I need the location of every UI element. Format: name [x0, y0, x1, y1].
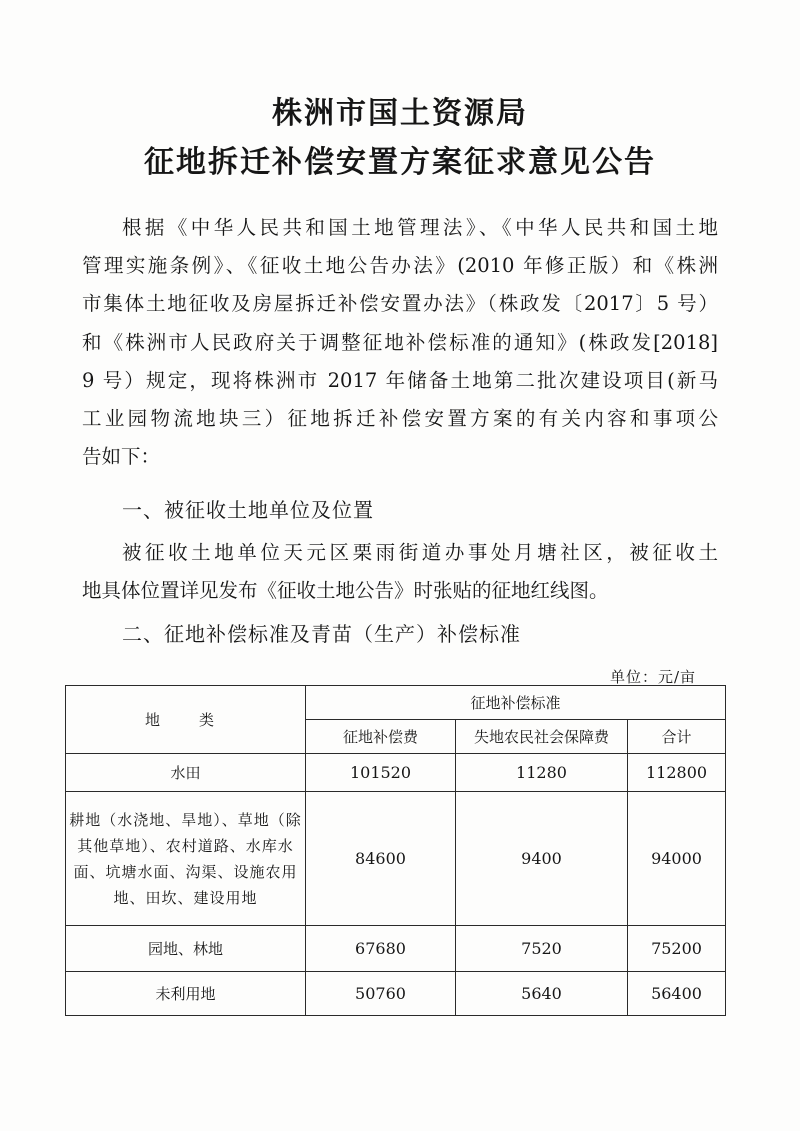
- intro-line: 和《株洲市人民政府关于调整征地补偿标准的通知》(株政发[2018]: [82, 330, 718, 354]
- landtype-cell: 水田: [66, 754, 306, 792]
- table-row: [66, 792, 726, 926]
- intro-line: 工业园物流地块三）征地拆迁补偿安置方案的有关内容和事项公: [82, 406, 718, 430]
- intro-line: 告如下：: [82, 445, 161, 469]
- landtype-cell: 园地、林地: [66, 926, 306, 972]
- section-1-heading: 一、被征收土地单位及位置: [122, 498, 374, 522]
- social-security-cell: 5640: [456, 972, 628, 1016]
- table-row: [66, 972, 726, 1016]
- land-compensation-cell: 84600: [306, 792, 456, 926]
- page-title-line-1: 株洲市国土资源局: [272, 96, 528, 131]
- social-security-cell: 7520: [456, 926, 628, 972]
- intro-line: 根据《中华人民共和国土地管理法》、《中华人民共和国土地: [122, 216, 718, 239]
- total-cell: 56400: [628, 972, 726, 1016]
- landtype-line: 面、坑塘水面、沟渠、设施农用: [73, 862, 298, 881]
- section-2-heading: 二、征地补偿标准及青苗（生产）补偿标准: [122, 622, 521, 646]
- compensation-table: [65, 685, 726, 1016]
- land-compensation-cell: 50760: [306, 972, 456, 1016]
- header-landtype: 地 类: [66, 686, 306, 754]
- page-title-line-2: 征地拆迁补偿安置方案征求意见公告: [144, 145, 656, 180]
- landtype-line: 其他草地）、农村道路、水库水: [77, 836, 294, 855]
- unit-label: 单位：元/亩: [610, 668, 697, 686]
- header-compensation-standard: 征地补偿标准: [306, 686, 726, 720]
- social-security-cell: 11280: [456, 754, 628, 792]
- land-compensation-cell: 101520: [306, 754, 456, 792]
- total-cell: 112800: [628, 754, 726, 792]
- intro-line: 市集体土地征收及房屋拆迁补偿安置办法》（株政发〔2017〕5 号）: [82, 292, 718, 316]
- section-1-paragraph: [82, 534, 718, 610]
- table-row: [66, 754, 726, 792]
- header-land-compensation: 征地补偿费: [306, 720, 456, 754]
- landtype-line: 地、田坎、建设用地: [113, 888, 258, 907]
- intro-line: 9 号）规定，现将株洲市 2017 年储备土地第二批次建设项目(新马: [82, 368, 718, 392]
- landtype-cell: 未利用地: [66, 972, 306, 1016]
- landtype-cell: [66, 792, 306, 926]
- intro-paragraph: [82, 209, 718, 476]
- land-compensation-cell: 67680: [306, 926, 456, 972]
- intro-line: 管理实施条例》、《征收土地公告办法》(2010 年修正版）和《株洲: [82, 254, 718, 278]
- total-cell: 94000: [628, 792, 726, 926]
- table-header-row: [66, 686, 726, 720]
- section-1-line: 地具体位置详见发布《征收土地公告》时张贴的征地红线图。: [82, 579, 609, 603]
- landtype-line: 耕地（水浇地、旱地）、草地（除: [69, 810, 302, 829]
- social-security-cell: 9400: [456, 792, 628, 926]
- section-1-line: 被征收土地单位天元区栗雨街道办事处月塘社区，被征收土: [122, 541, 718, 564]
- table-row: [66, 926, 726, 972]
- header-total: 合计: [628, 720, 726, 754]
- header-social-security: 失地农民社会保障费: [456, 720, 628, 754]
- total-cell: 75200: [628, 926, 726, 972]
